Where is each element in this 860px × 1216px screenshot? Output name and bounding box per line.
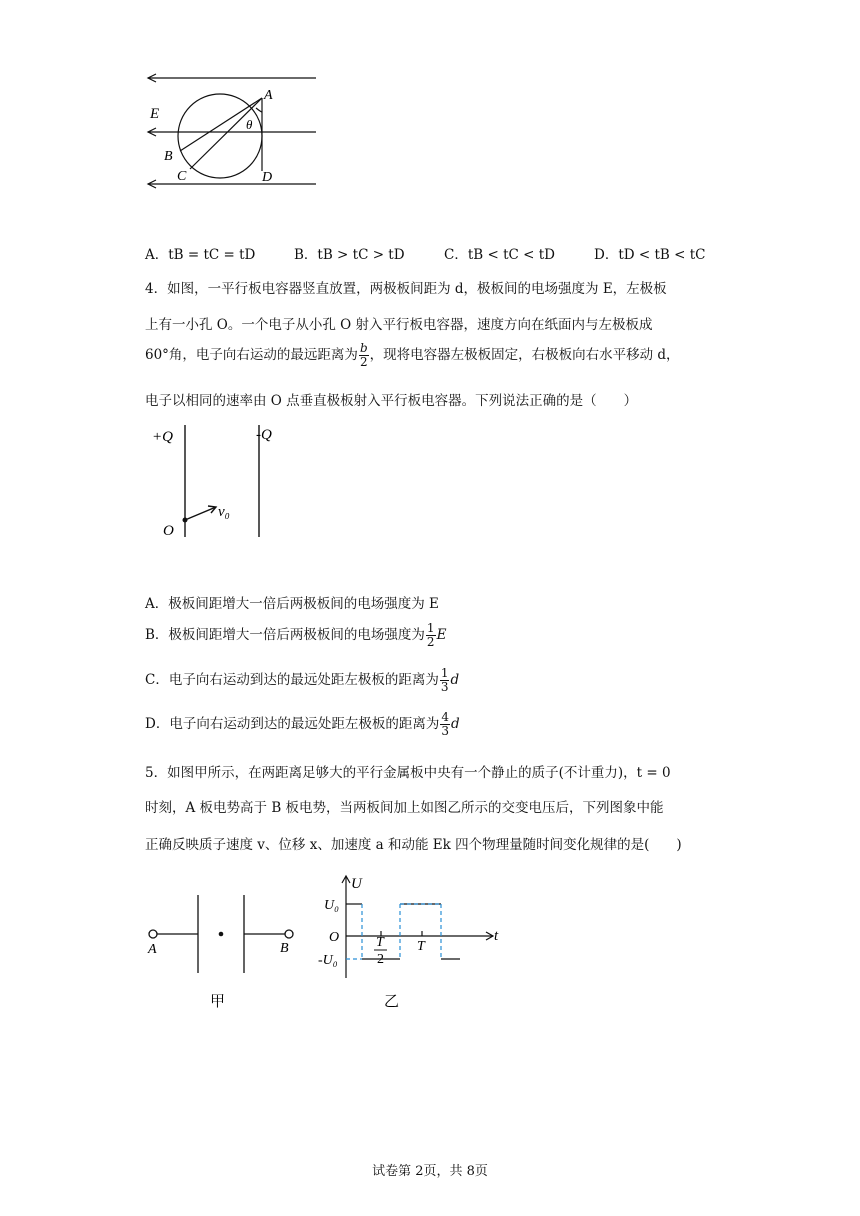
q5-yi-caption: 乙 xyxy=(384,994,400,1010)
q5-jia-caption: 甲 xyxy=(210,994,226,1010)
q5-yi-label-period: T xyxy=(417,939,425,954)
q4-stem-line4: 电子以相同的速率由 O 点垂直极板射入平行板电容器。下列说法正确的是（ ） xyxy=(145,393,638,409)
q4-optc-fraction: $\frac{1}{3}$ xyxy=(440,666,449,694)
page-footer: 试卷第 2页，共 8页 xyxy=(372,1164,488,1179)
q3-figure xyxy=(140,68,325,193)
q4-line3-post: ，现将电容器左极板固定，右极板向右水平移动 d， xyxy=(369,347,680,363)
q3-label-D: D xyxy=(262,170,273,185)
q5-jia-label-a: A xyxy=(148,942,157,957)
q4-label-plus-q: +Q xyxy=(152,429,173,445)
q4-option-c[interactable]: C．电子向右运动到达的最远处距左极板的距离为 $\frac{1}{3}$ d xyxy=(145,666,460,694)
q3-label-theta: θ xyxy=(246,117,253,132)
q4-option-d[interactable]: D．电子向右运动到达的最远处距左极板的距离为 $\frac{4}{3}$ d xyxy=(145,710,460,738)
q4-fraction-b-over-2: $\frac{b}{2}$ xyxy=(359,341,368,369)
q3-option-b[interactable]: B．tB > tC > tD xyxy=(294,247,405,263)
q4-option-b[interactable]: B．极板间距增大一倍后两极板间的电场强度为 $\frac{1}{2}$ E xyxy=(145,621,447,649)
q5-yi-label-o: O xyxy=(329,930,340,945)
q3-label-A: A xyxy=(264,88,273,103)
q5-stem-line3: 正确反映质子速度 v、位移 x、加速度 a 和动能 Ek 四个物理量随时间变化规律的是( ) xyxy=(145,837,682,853)
q4-stem-line2: 上有一小孔 O。一个电子从小孔 O 射入平行板电容器，速度方向在纸面内与左极板成 xyxy=(145,317,653,333)
q3-option-d[interactable]: D．tD < tB < tC xyxy=(594,247,706,263)
q5-figure-yi xyxy=(310,870,510,1015)
q5-stem-line2: 时刻，A 板电势高于 B 板电势，当两板间加上如图乙所示的交变电压后，下列图象中能 xyxy=(145,800,664,816)
q4-stem-line3 xyxy=(145,342,680,369)
q3-label-B: B xyxy=(164,149,173,164)
q5-yi-label-t-half-den: 2 xyxy=(377,952,384,967)
q4-stem-line1: 4．如图，一平行板电容器竖直放置，两极板间距为 d，极板间的电场强度为 E，左极板 xyxy=(145,281,667,297)
q5-figure-jia xyxy=(140,895,300,1015)
q4-option-a[interactable]: A．极板间距增大一倍后两极板间的电场强度为 E xyxy=(145,596,439,612)
q4-figure xyxy=(148,415,298,545)
q4-line3-pre: 60°角，电子向右运动的最远距离为 xyxy=(145,347,358,363)
q5-stem-line1: 5．如图甲所示，在两距离足够大的平行金属板中央有一个静止的质子(不计重力)，t = 0 xyxy=(145,765,671,781)
q4-label-minus-q: -Q xyxy=(256,427,272,443)
q3-option-c[interactable]: C．tB < tC < tD xyxy=(444,247,555,263)
q3-label-E: E xyxy=(150,106,160,122)
q4-optd-fraction: $\frac{4}{3}$ xyxy=(441,710,449,738)
q4-label-o: O xyxy=(163,523,174,539)
q5-yi-label-neg-u0: -U₀ xyxy=(318,953,338,968)
q5-yi-label-time-axis: t xyxy=(494,928,499,944)
q5-yi-label-u0: U₀ xyxy=(324,898,339,913)
q5-jia-label-b: B xyxy=(280,941,289,956)
q5-yi-label-u: U xyxy=(351,876,362,892)
q5-yi-label-t-half-num: T xyxy=(376,935,384,950)
q4-optb-fraction: $\frac{1}{2}$ xyxy=(426,621,435,649)
q4-label-v0: v₀ xyxy=(218,504,230,520)
q3-label-C: C xyxy=(177,169,187,184)
q3-option-a[interactable]: A．tB = tC = tD xyxy=(145,247,256,263)
